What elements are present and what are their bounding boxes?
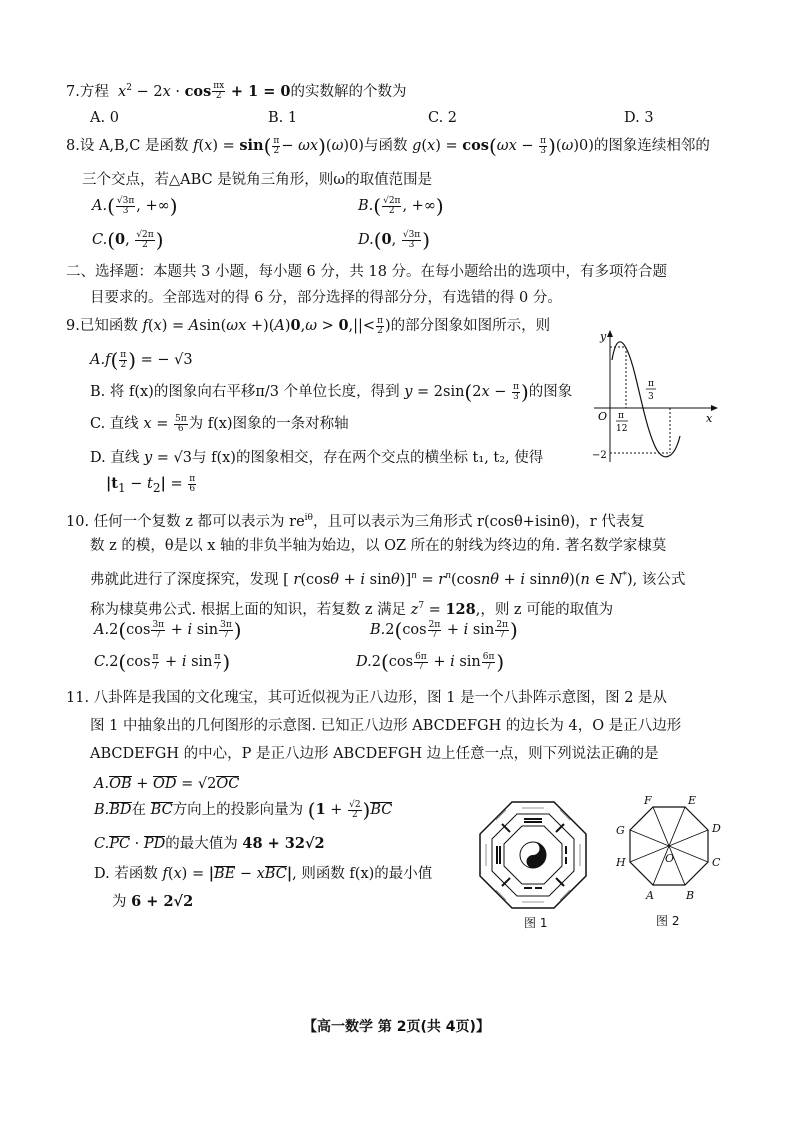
vertex-c-label: C xyxy=(712,856,721,869)
x-axis-arrow xyxy=(711,405,718,411)
fig1-caption: 图 1 xyxy=(524,916,548,930)
x-label: x xyxy=(706,412,713,425)
q11-option-b: B.BD在 BC方向上的投影向量为 (1 + $\frac{√2}{2}$ )BC xyxy=(94,798,393,822)
q7-option-b: B. 1 xyxy=(268,110,298,126)
q11-option-d: D. 若函数 f(x) = |BE − xBC|, 则函数 f(x)的最小值 xyxy=(94,865,433,882)
pi-3-den: 3 xyxy=(648,392,654,402)
vertex-b-label: B xyxy=(686,889,695,902)
q8-option-d: D.(0, $\frac{√3\pi}{3}$ ) xyxy=(358,228,431,252)
q7-stem: 7.方程 $x^2 - 2x \cdot \cos$ $\frac{\pi x}{2}$ + 1 = 0的实数解的个数为 xyxy=(66,81,407,102)
y-label: y xyxy=(600,330,607,343)
y-axis-arrow xyxy=(607,330,613,337)
taiji-dot-light xyxy=(531,847,535,851)
q8-option-a: A.( $\frac{√3\pi}{3}$ , +∞) xyxy=(92,194,178,218)
q9-sine-graph xyxy=(592,326,722,466)
section-2-heading: 二、选择题：本题共 3 小题，每小题 6 分，共 18 分。在每小题给出的选项中，有多项符合题 xyxy=(66,264,668,280)
q7-option-c: C. 2 xyxy=(428,110,458,126)
pi-12-den: 12 xyxy=(616,424,628,434)
section-2-heading-line2: 目要求的。全部选对的得 6 分，部分选择的得部分分，有选错的得 0 分。 xyxy=(90,290,562,306)
q9-option-d: D. 直线 y = √3与 f(x)的图象相交，存在两个交点的横坐标 t₁, t₂, 使得 xyxy=(90,450,544,466)
vertex-h-label: H xyxy=(616,856,626,869)
q11-line1: 11. 八卦阵是我国的文化瑰宝，其可近似视为正八边形，图 1 是一个八卦阵示意图，图 2 是从 xyxy=(66,690,668,706)
q10-option-c: C.2(cos $\frac{\pi}{7}$ + i sin $\frac{\pi}{7}$ ) xyxy=(94,650,231,674)
vertex-e-label: E xyxy=(688,794,697,807)
pi-3-num: π xyxy=(648,379,654,389)
q11-line2: 图 1 中抽象出的几何图形的示意图. 已知正八边形 ABCDEFGH 的边长为 4，O 是正八边形 xyxy=(90,718,682,734)
vertex-g-label: G xyxy=(616,824,625,837)
origin-label: O xyxy=(598,410,608,423)
q10-option-d: D.2(cos $\frac{6\pi}{7}$ + i sin $\frac{6\pi}{7}$ ) xyxy=(356,650,505,674)
q11-option-a: A.OB + OD = √2OC xyxy=(94,776,240,792)
q10-option-b: B.2(cos $\frac{2\pi}{7}$ + i sin $\frac{2\pi}{7}$ ) xyxy=(370,618,518,642)
q11-option-d-line2: 为 6 + 2√2 xyxy=(112,893,194,910)
min-value-label: −2 xyxy=(592,450,607,461)
pi-12-num: π xyxy=(618,411,624,421)
q11-line3: ABCDEFGH 的中心，P 是正八边形 ABCDEFGH 边上任意一点，则下列说法正确的是 xyxy=(90,746,659,762)
taiji-dot-dark xyxy=(531,860,535,864)
q9-option-c: C. 直线 x = $\frac{5\pi}{6}$ 为 f(x)图象的一条对称轴 xyxy=(90,413,349,434)
q7-option-d: D. 3 xyxy=(624,110,654,126)
q8-line2: 三个交点，若△ABC 是锐角三角形，则ω的取值范围是 xyxy=(82,172,433,188)
q10-line2: 数 z 的模，θ是以 x 轴的非负半轴为始边，以 OZ 所在的射线为终边的角. 著名数学家棣莫 xyxy=(90,538,667,554)
q9-stem: 9.已知函数 f(x) = Asin(ωx +)(A)0,ω > 0,||< $\frac{\pi}{2}$ )的部分图象如图所示，则 xyxy=(66,315,551,336)
fig2-caption: 图 2 xyxy=(656,914,680,928)
q8-option-c: C.(0, $\frac{√2\pi}{2}$ ) xyxy=(92,228,164,252)
center-o-label: O xyxy=(665,852,675,865)
q10-line4: 称为棣莫弗公式. 根据上面的知识，若复数 z 满足 $z^7 = 128$,，则 z 可能的取值为 xyxy=(90,600,614,618)
q8-stem: 8.设 A,B,C 是函数 f(x) = sin( $\frac{\pi}{2}$ − ωx)(ω)0)与函数 g(x) = cos(ωx − $\frac{\pi}{3}$ )(ω)0)的图象连续相邻的 xyxy=(66,134,710,158)
vertex-d-label: D xyxy=(712,822,721,835)
q10-line1: 10. 任何一个复数 z 都可以表示为 $re^{i\theta}$，且可以表示为三角形式 r(cosθ+isinθ)，r 代表复 xyxy=(66,513,645,530)
vertex-f-label: F xyxy=(644,794,652,807)
page-footer: 【高一数学 第 2页(共 4页)】 xyxy=(303,1019,490,1035)
vertex-a-label: A xyxy=(646,889,654,902)
q10-line3: 弗就此进行了深度探究，发现 [ r(cosθ + i $\sin\theta)]^n = r^n(\cos n\theta + i$ sinnθ)(n ∈ N*), 该公式 xyxy=(90,571,686,588)
q11-option-c: C.PC · PD的最大值为 48 + 32√2 xyxy=(94,835,325,852)
sine-curve xyxy=(612,342,680,457)
q9-option-b: B. 将 f(x)的图象向右平移π/3 个单位长度，得到 y = 2sin(2x − $\frac{\pi}{3}$ )的图象 xyxy=(90,380,573,404)
q7-option-a: A. 0 xyxy=(90,110,119,126)
bagua-diagram xyxy=(478,800,588,910)
q8-option-b: B.( $\frac{√2\pi}{2}$ , +∞) xyxy=(358,194,444,218)
q10-option-a: A.2(cos $\frac{3\pi}{7}$ + i sin $\frac{3\pi}{7}$ ) xyxy=(94,618,242,642)
q9-option-a: A.f( $\frac{\pi}{2}$ ) = − √3 xyxy=(90,348,193,372)
octagon-diagram xyxy=(606,794,736,914)
q9-option-d-line2: $|t_1 - t_2|$ = $\frac{\pi}{6}$ xyxy=(106,473,196,495)
